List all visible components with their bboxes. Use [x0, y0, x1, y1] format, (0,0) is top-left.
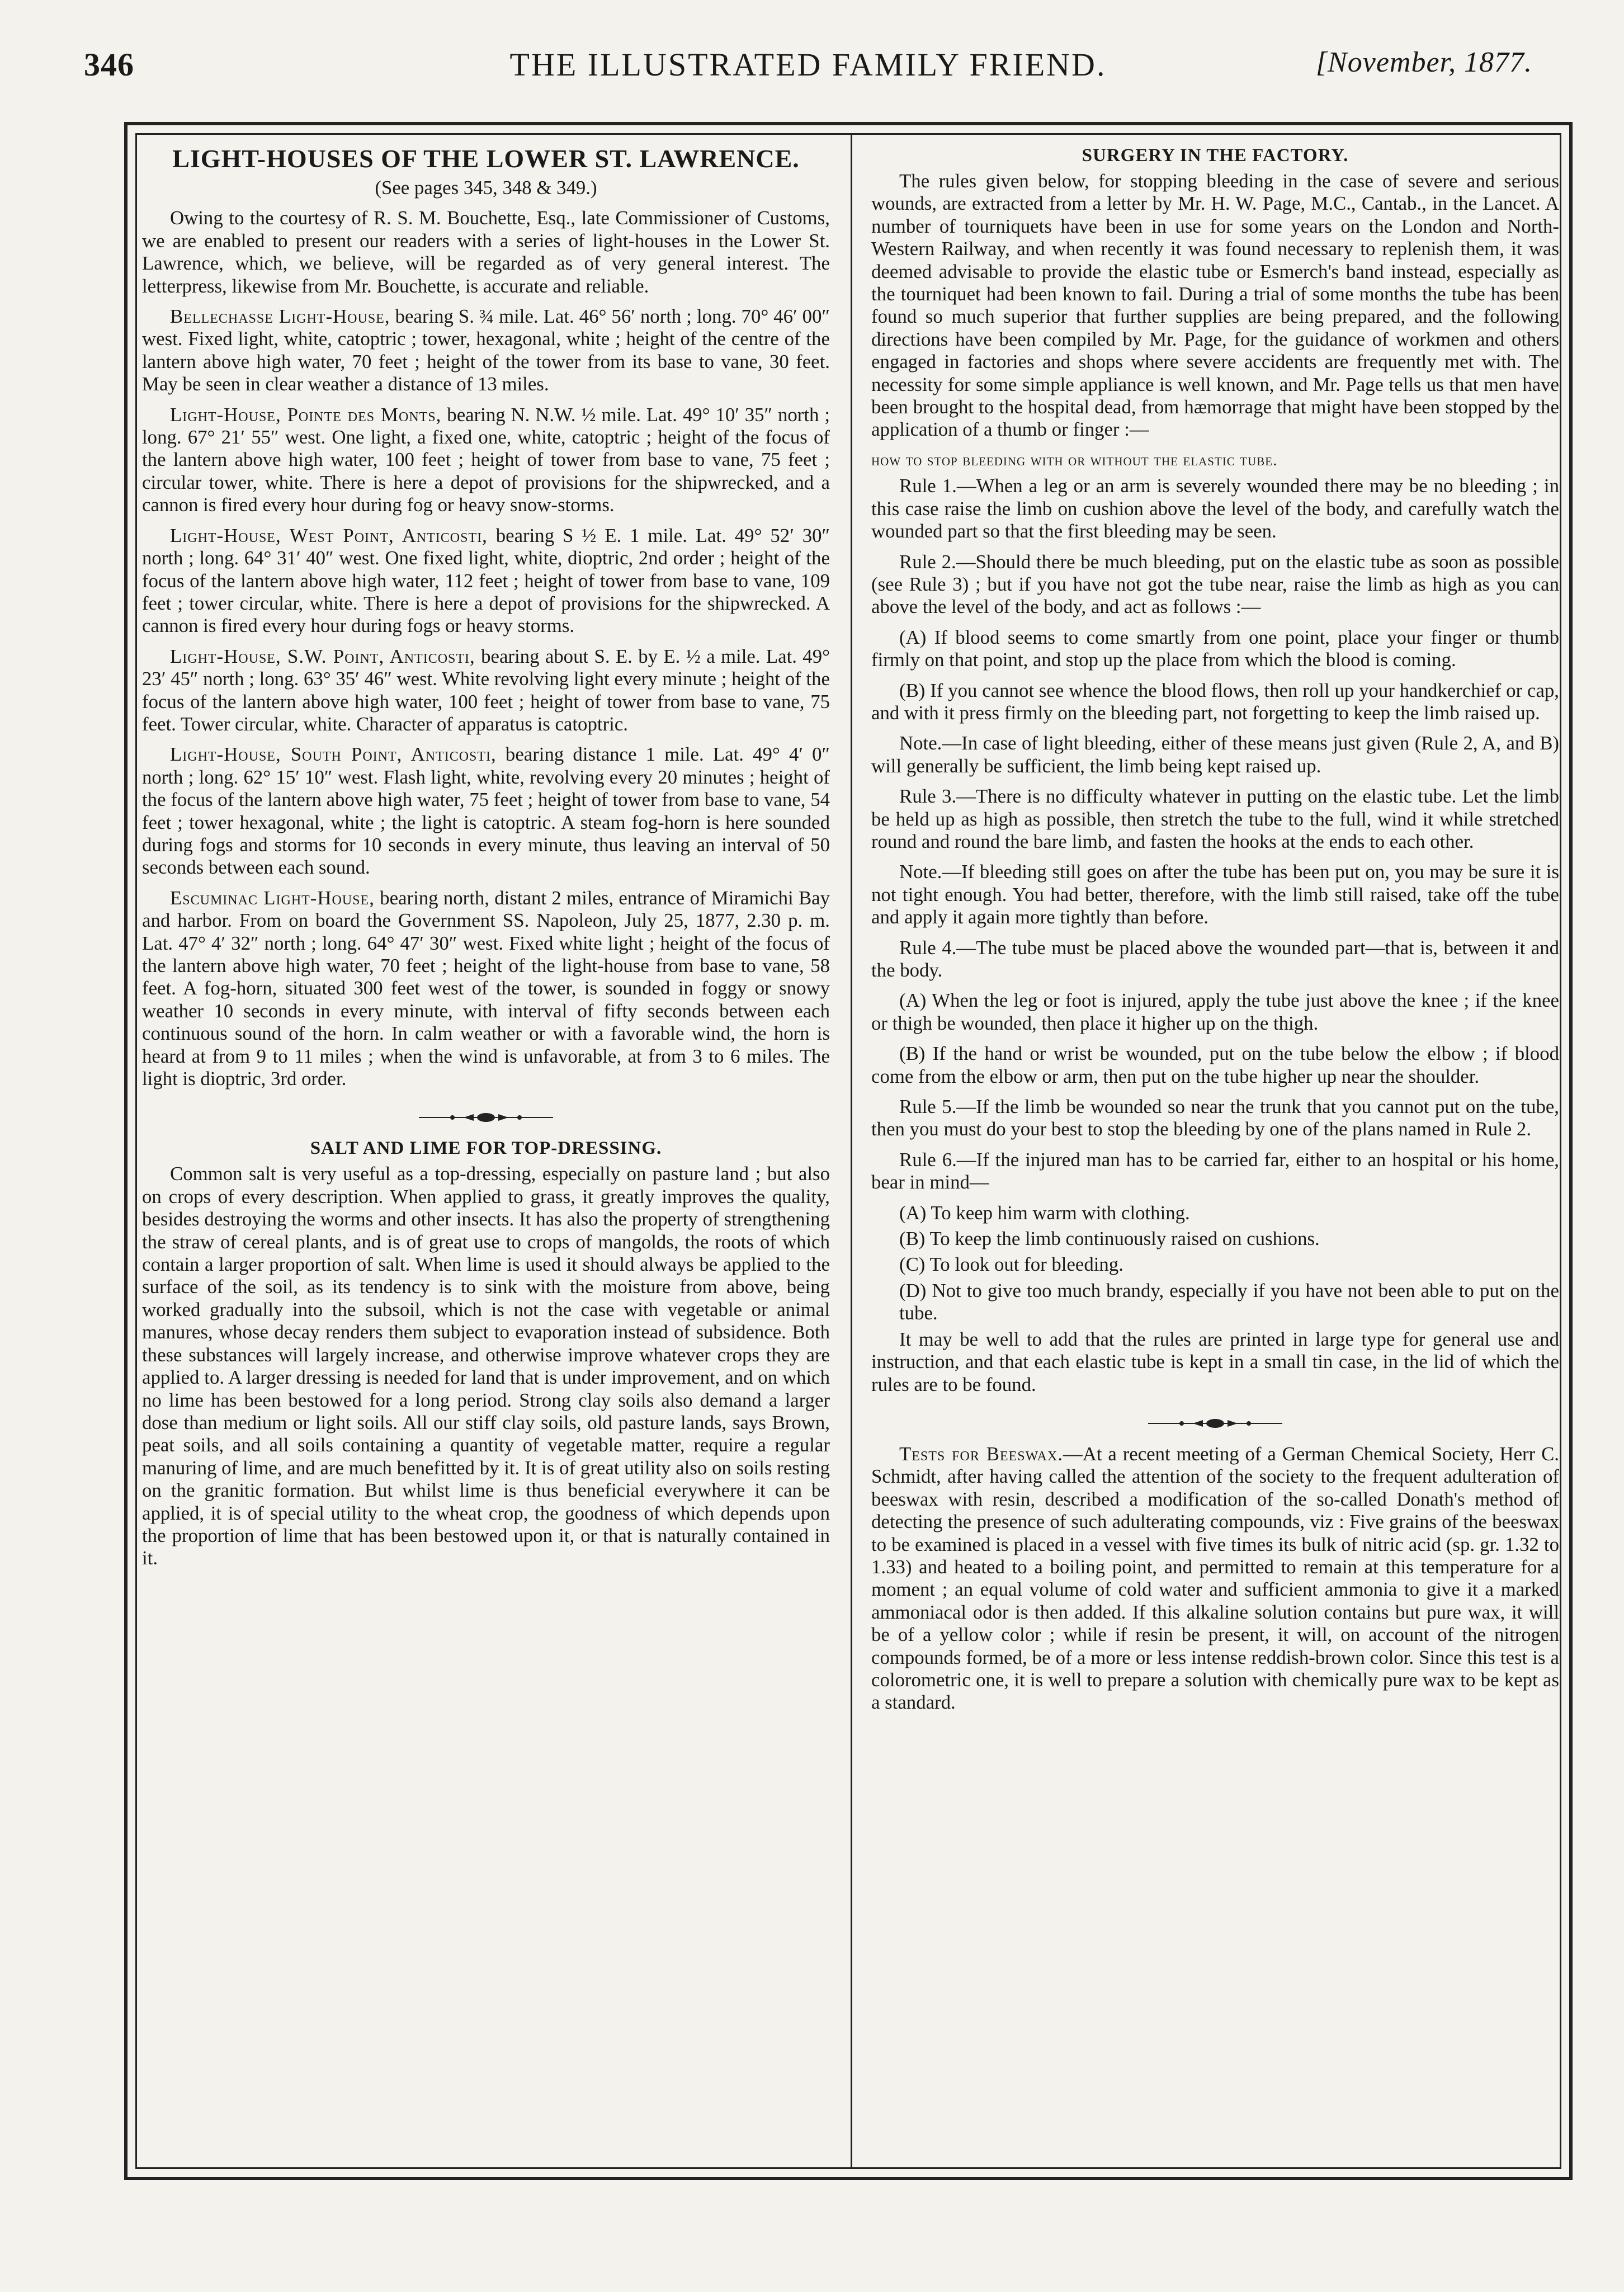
lighthouse-name: Light-House, West Point, Anticosti,	[170, 524, 488, 546]
rule-1: Rule 1.—When a leg or an arm is severely wounded there may be no bleeding ; in this case raise the limb on cushion above the level of the body, and carefully watch the wounded part so that the first bleeding may be seen.	[871, 475, 1559, 543]
surgery-closing: It may be well to add that the rules are printed in large type for general use and instruction, and that each elastic tube is kept in a small tin case, in the lid of which the rules are to be found.	[871, 1328, 1559, 1395]
ornament-icon	[1148, 1417, 1282, 1430]
lighthouses-title: LIGHT-HOUSES OF THE LOWER ST. LAWRENCE.	[172, 144, 800, 173]
lighthouses-see-pages: (See pages 345, 348 & 349.)	[375, 177, 597, 199]
rule-6: Rule 6.—If the injured man has to be carried far, either to an hospital or his home, bear in mind—	[871, 1148, 1559, 1194]
lighthouse-text: bearing N. N.W. ½ mile. Lat. 49° 10′ 35″ north ; long. 67° 21′ 55″ west. One light, a fixed one, white, catoptric ; height of the focus of the lantern above high water, 100 feet ; height of tower from base to vane, 75 feet ; circular tower, white. There is here a depot of provisions for the shipwrecked, and a cannon is fired every hour during fog or heavy snow-storms.	[142, 403, 830, 516]
lighthouse-name: Light-House, Pointe des Monts,	[170, 403, 442, 426]
right-column	[871, 144, 1559, 1722]
rule-4: Rule 4.—The tube must be placed above the wounded part—that is, between it and the body.	[871, 936, 1559, 981]
rule-6-item: (B) To keep the limb continuously raised on cushions.	[899, 1228, 1320, 1250]
surgery-intro: The rules given below, for stopping bleeding in the case of severe and serious wounds, are extracted from a letter by Mr. H. W. Page, M.C., Cantab., in the Lancet. A number of tourniquets have been in use for some years on the London and North-Western Railway, and when recently it was found necessary to replenish them, it was deemed advisable to provide the elastic tube or Esmerch's band instead, especially as the tourniquet had been known to fail. During a trial of some months the tube has been found so much superior that further supplies are being prepared, and the following directions have been compiled by Mr. Page, for the guidance of workmen and others engaged in factories and shops where severe accidents are frequently met with. The necessity for some simple appliance is well known, and Mr. Page tells us that men have been brought to the hospital dead, from hæmorrage that might have been stopped by the application of a thumb or finger :—	[871, 170, 1559, 441]
section-ornament	[871, 1404, 1559, 1443]
lighthouse-entry	[142, 404, 830, 517]
beeswax-body: —At a recent meeting of a German Chemical Society, Herr C. Schmidt, after having called the attention of the society to the frequent adulteration of beeswax with resin, described a modification of the so-called Donath's method of detecting the presence of such adulterating compounds, viz : Five grains of the beeswax to be examined is placed in a vessel with five times its bulk of nitric acid (sp. gr. 1.32 to 1.33) and heated to a boiling point, and permitted to remain at this temperature for a moment ; an equal volume of cold water and sufficient ammonia to give it a marked ammoniacal odor is then added. If this alkaline solution contains but pure wax, it will be of a yellow color ; while if resin be present, it will, on account of the nitrogen compounds formed, be of a more or less intense reddish-brown color. Since this test is a colorometric one, it is well to prepare a solution with chemically pure wax to be kept as a standard.	[871, 1442, 1559, 1714]
lighthouse-name: Light-House, S.W. Point, Anticosti,	[170, 645, 475, 667]
page-frame	[124, 122, 1573, 2180]
lighthouse-entry	[142, 525, 830, 638]
lighthouse-text: bearing S. ¾ mile. Lat. 46° 56′ north ; long. 70° 46′ 00″ west. Fixed light, white, catoptric ; tower, hexagonal, white ; height of the centre of the lantern above high water, 70 feet ; height of the tower from its base to vane, 30 feet. May be seen in clear weather a distance of 13 miles.	[142, 305, 830, 395]
salt-lime-body: Common salt is very useful as a top-dressing, especially on pasture land ; but also on crops of every description. When applied to grass, it greatly improves the quality, besides destroying the worms and other insects. It has also the property of strengthening the straw of cereal plants, and is of great use to crops of mangolds, the roots of which contain a larger proportion of salt. When lime is used it should always be applied to the surface of the soil, as its tendency is to sink with the moisture from above, being worked gradually into the subsoil, which is not the case with vegetable or animal manures, whose decay renders them subject to evaporation instead of subsidence. Both these substances will largely increase, and otherwise improve whatever crops they are applied to. A larger dressing is needed for land that is under improvement, and on which no lime has been bestowed for a long period. Strong clay soils also demand a larger dose than medium or light soils. All our stiff clay soils, old pasture lands, says Brown, peat soils, and all soils containing a quantity of vegetable matter, require a regular manuring of lime, and are much benefitted by it. It is of great utility also on soils resting on the granitic formation. But whilst lime is thus beneficial everywhere it can be applied, it is of special utility to the wheat crop, the goodness of which depends upon the proportion of lime that has been bestowed upon it, or that is naturally contained in it.	[142, 1163, 830, 1569]
lighthouse-entry	[142, 645, 830, 736]
section-ornament	[142, 1098, 830, 1137]
beeswax-article	[871, 1443, 1559, 1714]
ornament-icon	[419, 1111, 553, 1124]
surgery-subheading: how to stop bleeding with or without the elastic tube.	[871, 450, 1278, 469]
rule-4-b: (B) If the hand or wrist be wounded, put on the tube below the elbow ; if blood come from the elbow or arm, then put on the tube higher up near the shoulder.	[871, 1043, 1559, 1087]
lighthouse-text: bearing about S. E. by E. ½ a mile. Lat. 49° 23′ 45″ north ; long. 63° 35′ 46″ west. White revolving light every minute ; height of the focus of the lantern above high water, 100 feet ; height of tower from base to vane, 75 feet. Tower circular, white. Character of apparatus is catoptric.	[142, 645, 830, 735]
lighthouse-name: Bellechasse Light-House,	[170, 305, 390, 328]
rule-2-a: (A) If blood seems to come smartly from one point, place your finger or thumb firmly on that point, and stop up the place from which the blood is coming.	[871, 626, 1559, 671]
lighthouse-name: Light-House, South Point, Anticosti,	[170, 743, 497, 766]
journal-title: THE ILLUSTRATED FAMILY FRIEND.	[509, 46, 1107, 83]
rule-2: Rule 2.—Should there be much bleeding, put on the elastic tube as soon as possible (see Rule 3) ; but if you have not got the tube near, raise the limb as high as you can above the level of the body, and act as follows :—	[871, 550, 1559, 618]
rule-3: Rule 3.—There is no difficulty whatever in putting on the elastic tube. Let the limb be held up as high as possible, then stretch the tube to the full, wind it while stretched round and round the bare limb, and fasten the hooks at the ends to each other.	[871, 785, 1559, 852]
page-header	[84, 46, 1532, 96]
surgery-title: SURGERY IN THE FACTORY.	[1082, 145, 1349, 166]
beeswax-lead: Tests for Beeswax.	[899, 1442, 1063, 1465]
lighthouse-entry	[142, 887, 830, 1091]
column-divider	[851, 133, 852, 2169]
rule-6-item: (A) To keep him warm with clothing.	[899, 1201, 1190, 1224]
rule-2-b: (B) If you cannot see whence the blood flows, then roll up your handkerchief or cap, and with it press firmly on the bleeding part, not forgetting to keep the limb raised up.	[871, 679, 1559, 724]
left-column	[142, 144, 830, 1578]
rule-6-item: (C) To look out for bleeding.	[899, 1253, 1123, 1276]
page-number: 346	[84, 46, 134, 83]
lighthouse-entry	[142, 743, 830, 879]
rule-6-item: (D) Not to give too much brandy, especially if you have not been able to put on the tube.	[899, 1279, 1559, 1324]
lighthouse-text: bearing north, distant 2 miles, entrance of Miramichi Bay and harbor. From on board the Government SS. Napoleon, July 25, 1877, 2.30 p. m. Lat. 47° 4′ 32″ north ; long. 64° 47′ 30″ west. Fixed white light ; height of the focus of the lantern above high water, 70 feet ; height of the light-house from base to vane, 58 feet. A fog-horn, situated 300 feet west of the tower, is sounded in foggy or snowy weather 10 seconds in every minute, with interval of fifty seconds between each continuous sound of the horn. In calm weather or with a favorable wind, the horn is heard at from 9 to 11 miles ; when the wind is unfavorable, at from 3 to 6 miles. The light is dioptric, 3rd order.	[142, 886, 830, 1090]
note-2: Note.—If bleeding still goes on after the tube has been put on, you may be sure it is not tight enough. You had better, therefore, with the limb still raised, take off the tube and apply it again more tightly than before.	[871, 861, 1559, 928]
salt-lime-title: SALT AND LIME FOR TOP-DRESSING.	[310, 1138, 662, 1159]
rule-5: Rule 5.—If the limb be wounded so near the trunk that you cannot put on the tube, then you must do your best to stop the bleeding by one of the plans named in Rule 2.	[871, 1096, 1559, 1140]
lighthouse-text: bearing distance 1 mile. Lat. 49° 4′ 0″ north ; long. 62° 15′ 10″ west. Flash light, white, revolving every 20 minutes ; height of the focus of the lantern above high water, 75 feet ; height of tower from base to vane, 54 feet ; tower hexagonal, white ; the light is catoptric. A steam fog-horn is here sounded during fogs and storms for 10 seconds in every minute, thus leaving an interval of 50 seconds between each sound.	[142, 743, 830, 879]
rule-4-a: (A) When the leg or foot is injured, apply the tube just above the knee ; if the knee or thigh be wounded, then place it higher up on the thigh.	[871, 989, 1559, 1034]
lighthouses-intro: Owing to the courtesy of R. S. M. Bouchette, Esq., late Commissioner of Customs, we are enabled to present our readers with a series of light-houses in the Lower St. Lawrence, which, we believe, will be regarded as of very general interest. The letterpress, likewise from Mr. Bouchette, is accurate and reliable.	[142, 207, 830, 297]
lighthouse-text: bearing S ½ E. 1 mile. Lat. 49° 52′ 30″ north ; long. 64° 31′ 40″ west. One fixed light, white, dioptric, 2nd order ; height of the focus of the lantern above high water, 112 feet ; height of tower from base to vane, 109 feet ; tower circular, white. There is here a depot of provisions for the shipwrecked. A cannon is fired every hour during fogs or heavy storms.	[142, 524, 830, 637]
lighthouse-entry	[142, 305, 830, 396]
note-1: Note.—In case of light bleeding, either of these means just given (Rule 2, A, and B) will generally be sufficient, the limb being kept raised up.	[871, 732, 1559, 777]
lighthouse-name: Escuminac Light-House,	[170, 886, 375, 909]
issue-date: [November, 1877.	[1315, 46, 1532, 78]
